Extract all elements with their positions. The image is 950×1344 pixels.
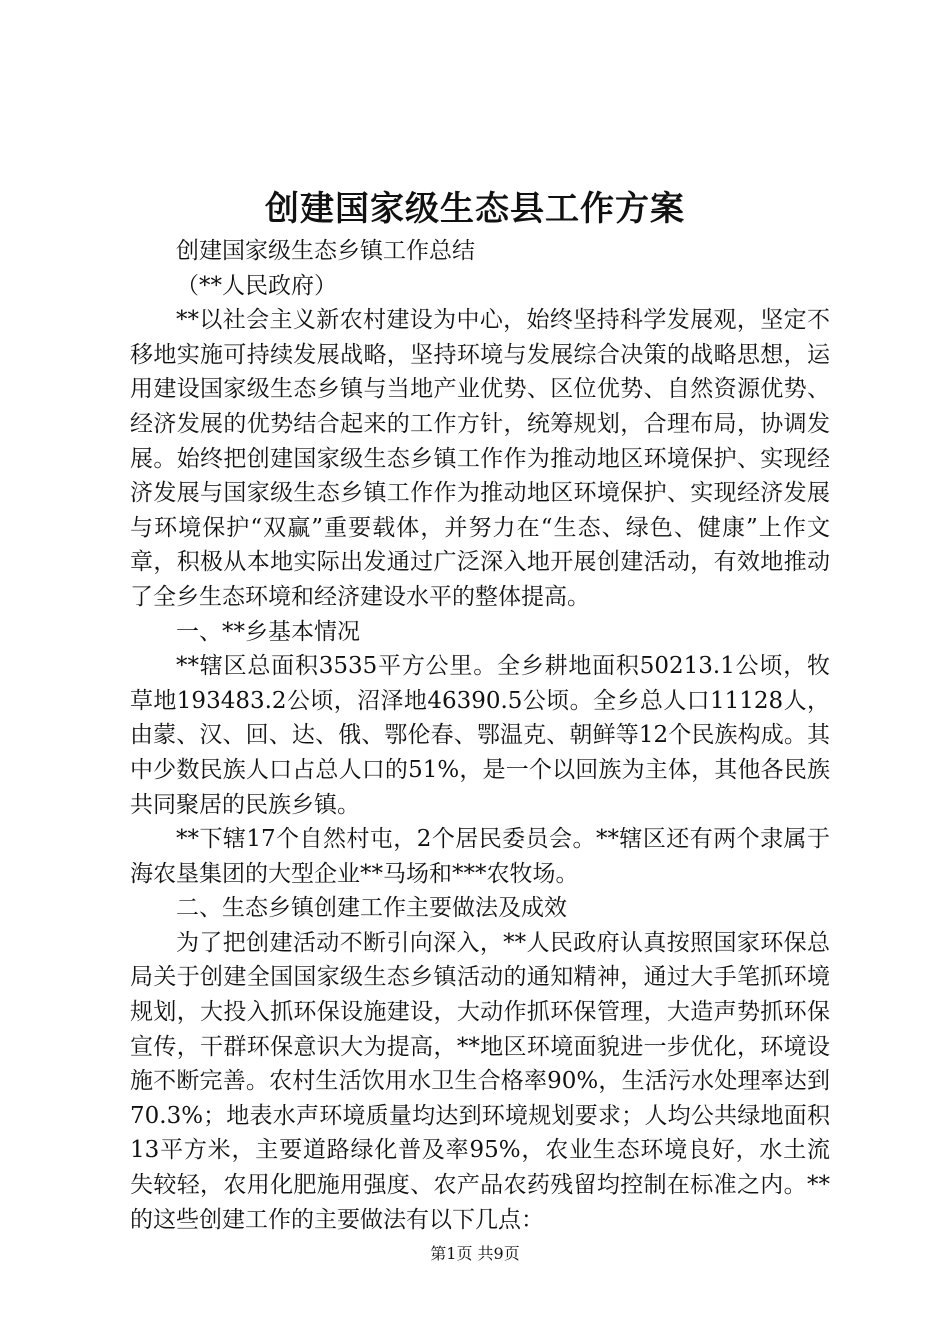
subtitle-paragraph: 创建国家级生态乡镇工作总结 (176, 238, 475, 264)
body-paragraph: 为了把创建活动不断引向深入，**人民政府认真按照国家环保总局关于创建全国国家级生态乡镇活动的通知精神，通过大手笔抓环境规划，大投入抓环保设施建设，大动作抓环保管理，大造声势抓环保宣传，干群环保意识大为提高，**地区环境面貌进一步优化，环境设施不断完善。农村生活饮用水卫生合格率90%，生活污水处理率达到70.3%；地表水声环境质量均达到环境规划要求；人均公共绿地面积13平方米，主要道路绿化普及率95%，农业生态环境良好，水土流失较轻，农用化肥施用强度、农产品农药残留均控制在标准之内。**的这些创建工作的主要做法有以下几点： (130, 929, 830, 1233)
section-heading-1: 一、**乡基本情况 (176, 618, 360, 645)
author-paragraph: （**人民政府） (176, 272, 337, 299)
document-body (130, 234, 830, 1237)
intro-paragraph: **以社会主义新农村建设为中心，始终坚持科学发展观，坚定不移地实施可持续发展战略，坚持环境与发展综合决策的战略思想，运用建设国家级生态乡镇与当地产业优势、区位优势、自然资源优势、经济发展的优势结合起来的工作方针，统筹规划，合理布局，协调发展。始终把创建国家级生态乡镇工作作为推动地区环境保护、实现经济发展与国家级生态乡镇工作作为推动地区环境保护、实现经济发展与环境保护“双赢”重要载体，并努力在“生态、绿色、健康”上作文章，积极从本地实际出发通过广泛深入地开展创建活动，有效地推动了全乡生态环境和经济建设水平的整体提高。 (130, 307, 830, 610)
document-title: 创建国家级生态县工作方案 (265, 189, 685, 229)
body-paragraph: **下辖17个自然村屯，2个居民委员会。**辖区还有两个隶属于海农垦集团的大型企业**马场和***农牧场。 (130, 826, 830, 887)
section-heading-2: 二、生态乡镇创建工作主要做法及成效 (176, 895, 567, 922)
body-paragraph: **辖区总面积3535平方公里。全乡耕地面积50213.1公顷，牧草地193483.2公顷，沼泽地46390.5公顷。全乡总人口11128人，由蒙、汉、回、达、俄、鄂伦春、鄂温克、朝鲜等12个民族构成。其中少数民族人口占总人口的51%，是一个以回族为主体，其他各民族共同聚居的民族乡镇。 (130, 653, 830, 818)
page-footer: 第1页 共9页 (430, 1244, 520, 1263)
